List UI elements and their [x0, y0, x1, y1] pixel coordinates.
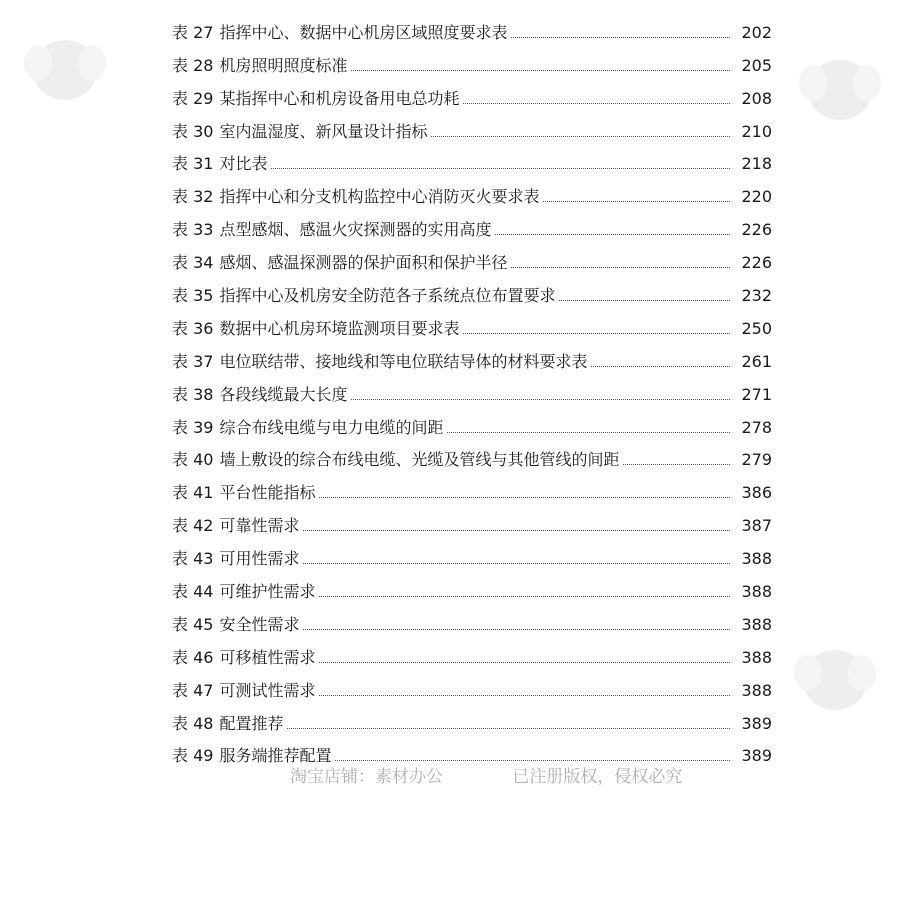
toc-entry[interactable]: [172, 10, 772, 43]
toc-dot-leader: [559, 300, 730, 301]
toc-dot-leader: [319, 662, 730, 663]
elephant-watermark-icon: [20, 25, 110, 115]
toc-dot-leader: [463, 333, 730, 334]
toc-page-number: 388: [741, 680, 772, 700]
toc-entry-number: 表 38: [172, 384, 214, 404]
toc-entry-label: [172, 385, 347, 405]
toc-dot-leader: [303, 530, 730, 531]
toc-entry[interactable]: [172, 339, 772, 372]
toc-entry-number: 表 35: [172, 286, 214, 306]
toc-entry[interactable]: [172, 76, 772, 109]
toc-entry-label: [172, 418, 443, 438]
toc-dot-leader: [351, 70, 730, 71]
toc-entry-number: 表 28: [172, 55, 214, 75]
toc-dot-leader: [623, 464, 730, 465]
toc-page-number: 226: [741, 220, 772, 240]
toc-entry-label: [172, 549, 299, 569]
toc-entry-label: [172, 319, 459, 339]
toc-entry-label: [172, 516, 299, 536]
toc-dot-leader: [303, 563, 730, 564]
toc-dot-leader: [287, 728, 730, 729]
toc-entry-title: 安全性需求: [219, 614, 300, 634]
toc-entry-label: [172, 154, 267, 174]
toc-entry-label: [172, 615, 299, 635]
toc-page-number: 387: [741, 516, 772, 536]
toc-entry-label: [172, 582, 315, 602]
toc-entry-label: [172, 648, 315, 668]
toc-entry-number: 表 43: [172, 549, 214, 569]
toc-entry-number: 表 45: [172, 614, 214, 634]
toc-page-number: 388: [741, 647, 772, 667]
toc-entry-label: [172, 187, 539, 207]
toc-entry-title: 各段线缆最大长度: [219, 384, 348, 404]
toc-page-number: 388: [741, 582, 772, 602]
toc-entry[interactable]: [172, 438, 772, 471]
toc-entry[interactable]: [172, 273, 772, 306]
toc-entry-title: 指挥中心和分支机构监控中心消防灭火要求表: [219, 187, 540, 207]
toc-page-number: 278: [741, 417, 772, 437]
toc-page-number: 388: [741, 614, 772, 634]
elephant-watermark-icon: [790, 635, 880, 725]
toc-entry-number: 表 48: [172, 713, 214, 733]
toc-dot-leader: [319, 596, 730, 597]
toc-entry-number: 表 29: [172, 88, 214, 108]
toc-page-number: 271: [741, 384, 772, 404]
toc-entry[interactable]: [172, 602, 772, 635]
toc-entry-label: [172, 450, 619, 470]
toc-page-number: 205: [741, 55, 772, 75]
toc-entry-title: 数据中心机房环境监测项目要求表: [219, 318, 460, 338]
toc-page-number: 226: [741, 253, 772, 273]
toc-entry-number: 表 36: [172, 318, 214, 338]
toc-entry[interactable]: [172, 109, 772, 142]
toc-entry[interactable]: [172, 306, 772, 339]
toc-entry-title: 可移植性需求: [219, 647, 316, 667]
watermark-footer: [290, 762, 746, 787]
toc-entry[interactable]: [172, 503, 772, 536]
toc-entry-label: [172, 23, 507, 43]
toc-page-number: 202: [741, 22, 772, 42]
toc-entry[interactable]: [172, 470, 772, 503]
toc-entry-label: [172, 56, 347, 76]
toc-entry-number: 表 32: [172, 187, 214, 207]
toc-entry-number: 表 27: [172, 22, 214, 42]
watermark-shop: 淘宝店铺：素材办公: [290, 767, 443, 787]
toc-entry[interactable]: [172, 207, 772, 240]
toc-page-number: 389: [741, 713, 772, 733]
toc-entry-number: 表 39: [172, 417, 214, 437]
toc-page-number: 208: [741, 88, 772, 108]
toc-page-number: 218: [741, 154, 772, 174]
toc-entry-number: 表 44: [172, 582, 214, 602]
toc-entry-number: 表 49: [172, 746, 214, 766]
toc-entry[interactable]: [172, 569, 772, 602]
toc-entry[interactable]: [172, 635, 772, 668]
toc-page-number: 388: [741, 549, 772, 569]
toc-entry-label: [172, 352, 587, 372]
toc-entry-title: 可用性需求: [219, 549, 300, 569]
toc-entry-title: 可维护性需求: [219, 582, 316, 602]
toc-entry-number: 表 47: [172, 680, 214, 700]
toc-dot-leader: [511, 37, 730, 38]
toc-entry[interactable]: [172, 43, 772, 76]
toc-entry-title: 墙上敷设的综合布线电缆、光缆及管线与其他管线的间距: [219, 450, 620, 470]
toc-entry-title: 对比表: [219, 154, 268, 174]
toc-page-number: 279: [741, 450, 772, 470]
toc-entry-number: 表 46: [172, 647, 214, 667]
toc-entry-title: 某指挥中心和机房设备用电总功耗: [219, 88, 460, 108]
toc-entry-label: [172, 483, 315, 503]
watermark-copyright: 已注册版权，侵权必究: [512, 767, 683, 787]
toc-entry[interactable]: [172, 174, 772, 207]
toc-page-number: 389: [741, 746, 772, 766]
toc-entry-label: [172, 220, 491, 240]
toc-entry[interactable]: [172, 142, 772, 175]
toc-entry-label: [172, 89, 459, 109]
toc-dot-leader: [543, 201, 730, 202]
toc-entry-title: 可靠性需求: [219, 516, 300, 536]
toc-entry[interactable]: [172, 536, 772, 569]
toc-entry-title: 服务端推荐配置: [219, 746, 332, 766]
toc-entry-title: 电位联结带、接地线和等电位联结导体的材料要求表: [219, 351, 588, 371]
toc-entry-title: 感烟、感温探测器的保护面积和保护半径: [219, 253, 508, 273]
toc-entry-title: 可测试性需求: [219, 680, 316, 700]
toc-dot-leader: [495, 234, 730, 235]
toc-entry-label: [172, 681, 315, 701]
toc-page-number: 232: [741, 286, 772, 306]
toc-entry-title: 指挥中心、数据中心机房区域照度要求表: [219, 22, 508, 42]
toc-dot-leader: [431, 136, 730, 137]
toc-entry-number: 表 34: [172, 253, 214, 273]
toc-entry-title: 指挥中心及机房安全防范各子系统点位布置要求: [219, 286, 556, 306]
toc-dot-leader: [591, 366, 730, 367]
toc-entry-title: 点型感烟、感温火灾探测器的实用高度: [219, 220, 492, 240]
toc-entry-title: 机房照明照度标准: [219, 55, 348, 75]
toc-entry-label: [172, 122, 427, 142]
toc-entry-title: 平台性能指标: [219, 483, 316, 503]
toc-entry[interactable]: [172, 668, 772, 701]
toc-page-number: 250: [741, 318, 772, 338]
toc-page-number: 220: [741, 187, 772, 207]
toc-dot-leader: [303, 629, 730, 630]
toc-entry-number: 表 30: [172, 121, 214, 141]
toc-entry-number: 表 41: [172, 483, 214, 503]
toc-dot-leader: [447, 432, 730, 433]
toc-entry-number: 表 33: [172, 220, 214, 240]
toc-dot-leader: [319, 497, 730, 498]
toc-entry-title: 室内温湿度、新风量设计指标: [219, 121, 428, 141]
toc-entry-number: 表 31: [172, 154, 214, 174]
toc-entry[interactable]: [172, 372, 772, 405]
toc-dot-leader: [463, 103, 730, 104]
toc-dot-leader: [271, 168, 730, 169]
toc-entry[interactable]: [172, 240, 772, 273]
toc-entry-title: 配置推荐: [219, 713, 284, 733]
toc-entry-number: 表 40: [172, 450, 214, 470]
table-of-figures: [172, 10, 772, 766]
toc-entry[interactable]: [172, 405, 772, 438]
toc-entry-label: [172, 714, 283, 734]
toc-entry-label: [172, 253, 507, 273]
toc-entry-number: 表 42: [172, 516, 214, 536]
toc-dot-leader: [319, 695, 730, 696]
toc-entry-label: [172, 286, 555, 306]
toc-entry[interactable]: [172, 701, 772, 734]
toc-page-number: 261: [741, 351, 772, 371]
toc-entry-number: 表 37: [172, 351, 214, 371]
toc-dot-leader: [511, 267, 730, 268]
toc-entry-title: 综合布线电缆与电力电缆的间距: [219, 417, 444, 437]
toc-page-number: 386: [741, 483, 772, 503]
toc-dot-leader: [351, 399, 730, 400]
toc-page-number: 210: [741, 121, 772, 141]
elephant-watermark-icon: [795, 45, 885, 135]
